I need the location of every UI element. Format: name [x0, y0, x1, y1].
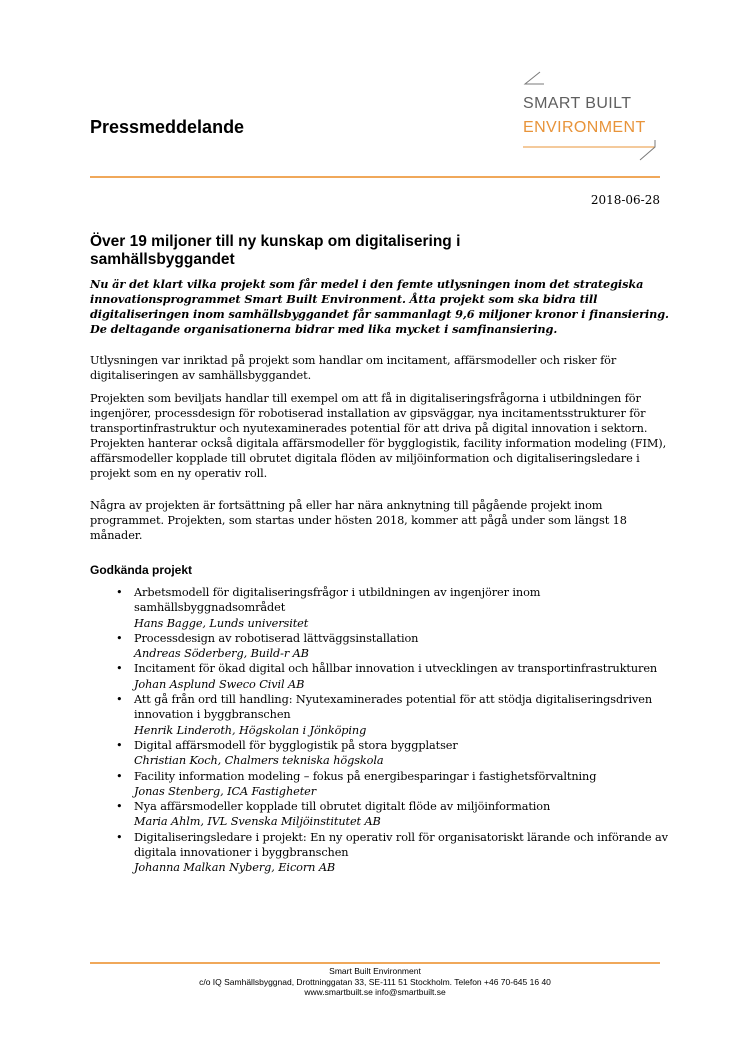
project-leader: Henrik Linderoth, Högskolan i Jönköping	[134, 723, 367, 737]
project-title: Att gå från ord till handling: Nyutexaminerades potential för att stödja digitaliseringsdriven innovation i byggbranschen	[134, 693, 652, 722]
date: 2018-06-28	[590, 193, 660, 207]
bullet-icon: •	[116, 830, 123, 844]
project-list	[90, 585, 670, 876]
project-title: Processdesign av robotiserad lättväggsinstallation	[134, 631, 419, 645]
project-title: Facility information modeling – fokus på energibesparingar i fastighetsförvaltning	[134, 769, 597, 783]
bullet-icon: •	[116, 631, 123, 645]
headline: Över 19 miljoner till ny kunskap om digitalisering i samhällsbyggandet	[90, 233, 461, 268]
list-item	[90, 830, 670, 876]
list-item	[90, 661, 670, 692]
footer-org: Smart Built Environment	[329, 966, 421, 976]
project-leader: Andreas Söderberg, Build-r AB	[134, 647, 309, 661]
list-item	[90, 585, 670, 631]
page-title: Pressmeddelande	[90, 117, 245, 137]
footer-divider	[90, 962, 660, 964]
project-title: Incitament för ökad digital och hållbar innovation i utvecklingen av transportinfrastrukturen	[134, 662, 658, 676]
logo-chevron-icon	[520, 70, 660, 164]
bullet-icon: •	[116, 769, 123, 783]
bullet-icon: •	[116, 693, 123, 707]
logo-line-2: ENVIRONMENT	[523, 119, 646, 136]
project-leader: Christian Koch, Chalmers tekniska högskola	[134, 754, 384, 768]
body-paragraph-2: Projekten som beviljats handlar till exempel om att få in digitaliseringsfrågorna i utbildningen för ingenjörer, processdesign för robotiserad installation av gipsväggar, nya incitamentsstrukturer för transportinfrastruktur och nyutexaminerades potential för att driva på digital innovation i sektorn. Projekten hanterar också digitala affärsmodeller för bygglogistik, facility information modeling (FIM), affärsmodeller kopplade till obrutet digitala flöden av miljöinformation och digitaliseringsledare i projekt som en ny operativ roll.	[90, 392, 667, 480]
list-item	[90, 799, 670, 830]
project-leader: Maria Ahlm, IVL Svenska Miljöinstitutet AB	[134, 815, 381, 829]
projects-heading: Godkända projekt	[90, 563, 193, 577]
project-leader: Hans Bagge, Lunds universitet	[134, 616, 309, 630]
project-leader: Johanna Malkan Nyberg, Eicorn AB	[134, 861, 336, 875]
list-item	[90, 769, 670, 800]
project-title: Nya affärsmodeller kopplade till obrutet digitalt flöde av miljöinformation	[134, 800, 551, 814]
list-item	[90, 738, 670, 769]
footer	[90, 966, 660, 998]
bullet-icon: •	[116, 586, 123, 599]
logo-line-1: SMART BUILT	[523, 95, 632, 112]
project-leader: Jonas Stenberg, ICA Fastigheter	[134, 784, 317, 798]
smart-built-logo	[520, 70, 660, 164]
list-item	[90, 692, 670, 738]
project-title: Arbetsmodell för digitaliseringsfrågor i utbildningen av ingenjörer inom samhällsbyggnadsområdet	[134, 586, 541, 615]
project-title: Digital affärsmodell för bygglogistik på stora byggplatser	[134, 738, 458, 752]
footer-address: c/o IQ Samhällsbyggnad, Drottninggatan 33, SE-111 51 Stockholm. Telefon +46 70-645 16 40	[199, 976, 551, 987]
bullet-icon: •	[116, 800, 123, 814]
bullet-icon: •	[116, 662, 123, 676]
body-paragraph-1: Utlysningen var inriktad på projekt som handlar om incitament, affärsmodeller och risker för digitaliseringen av samhällsbyggandet.	[90, 354, 617, 382]
lead-paragraph: Nu är det klart vilka projekt som får medel i den femte utlysningen inom det strategiska innovationsprogrammet Smart Built Environment. Åtta projekt som ska bidra till digitaliseringen inom samhällsbyggandet får sammanlagt 9,6 miljoner kronor i finansiering. De deltagande organisationerna bidrar med lika mycket i samfinansiering.	[90, 277, 669, 336]
list-item	[90, 631, 670, 662]
footer-contact: www.smartbuilt.se info@smartbuilt.se	[304, 987, 446, 997]
body-paragraph-3: Några av projekten är fortsättning på eller har nära anknytning till pågående projekt inom programmet. Projekten, som startas under hösten 2018, kommer att pågå under som längst 18 månader.	[90, 499, 627, 542]
project-leader: Johan Asplund Sweco Civil AB	[134, 677, 305, 691]
bullet-icon: •	[116, 738, 123, 752]
header-divider	[90, 176, 660, 178]
project-title: Digitaliseringsledare i projekt: En ny operativ roll för organisatoriskt lärande och införande av digitala innovationer i byggbranschen	[134, 830, 668, 860]
